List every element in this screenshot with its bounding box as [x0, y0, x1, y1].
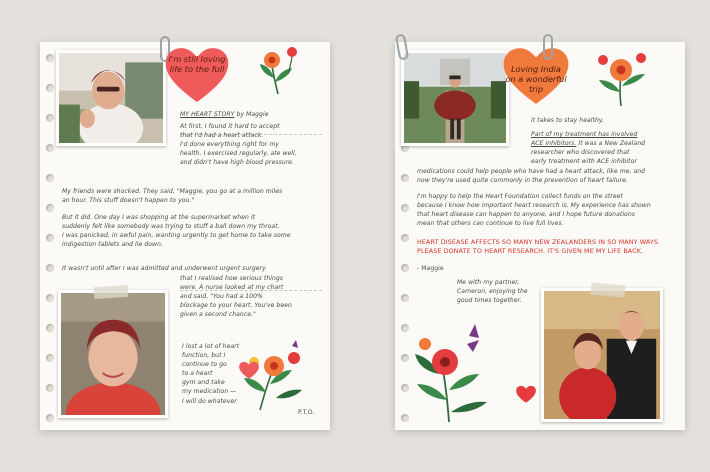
text-line: my medication — — [182, 388, 237, 396]
text-line: PLEASE DONATE TO HEART RESEARCH. IT'S GIVEN ME MY LIFE BACK. — [417, 247, 644, 256]
text-line: mean that others can continue to live full lives. — [417, 220, 564, 228]
text-line: medications could help people who have had a heart attack, like me, and — [417, 168, 646, 175]
text-line: My friends were shocked. They said, "Maggie, you go at a million miles — [62, 188, 283, 195]
text-line: continue to go — [182, 361, 227, 369]
paragraph-nurse — [180, 274, 330, 319]
letter-page-left — [40, 42, 330, 430]
photo-maggie-portrait — [58, 290, 168, 418]
text-line: early treatment with ACE inhibitor — [531, 158, 637, 166]
paragraph-medications — [417, 167, 683, 185]
donation-appeal — [417, 238, 683, 256]
paper-clip — [395, 33, 409, 60]
tape-strip — [94, 285, 129, 299]
story-heading — [180, 110, 330, 119]
text-line: were. A nurse looked at my chart — [180, 284, 284, 292]
text-line: I will do whatever — [182, 397, 237, 405]
heart-caption: Loving India on a wonderful trip — [505, 64, 567, 94]
story-title: MY HEART STORY — [180, 111, 235, 118]
text-line: Part of my treatment has involved — [531, 131, 638, 138]
text-line: to a heart — [182, 370, 213, 378]
lead-line: it takes to stay healthy. — [531, 117, 605, 124]
photo-india-trip — [401, 50, 509, 146]
paragraph-friends — [62, 187, 330, 205]
paragraph-surgery-lead: It wasn't until after I was admitted and underwent urgent surgery — [62, 265, 266, 272]
text-line: good times together. — [457, 297, 522, 305]
intro-paragraph — [180, 122, 330, 167]
heart-icon — [515, 384, 537, 404]
paragraph-ace — [531, 130, 681, 166]
signoff: - Maggie — [417, 265, 444, 272]
text-line: Me with my partner, — [457, 279, 520, 286]
text-line: ACE inhibitors. — [531, 140, 577, 148]
flower-illustration — [248, 44, 304, 96]
paragraph-heart-foundation — [417, 192, 683, 228]
text-line: and didn't have high blood pressure. — [180, 159, 294, 167]
photo-maggie-garden — [56, 50, 166, 146]
story-byline: by Maggie — [234, 111, 269, 118]
paragraph-supermarket — [62, 213, 330, 249]
text-line: because I know how important heart research is. My experience has shown — [417, 202, 651, 210]
heart-sticker — [162, 44, 232, 104]
text-line: an hour. This stuff doesn't happen to you." — [62, 197, 195, 205]
text-line: Cameron, enjoying the — [457, 288, 528, 296]
text-line: indigestion tablets and lie down. — [62, 241, 163, 249]
text-line: health. I exercised regularly, ate well, — [180, 150, 297, 158]
text-line: that I'd had a heart attack. — [180, 132, 264, 140]
text-line: I was panicked, in awful pain, wanting urgently to get home to take some — [62, 232, 291, 240]
flower-bouquet-illustration — [409, 314, 493, 424]
text-line: and said, "You had a 100% — [180, 293, 263, 301]
text-line: HEART DISEASE AFFECTS SO MANY NEW ZEALANDERS IN SO MANY WAYS. — [417, 238, 661, 246]
photo-maggie-cameron — [541, 288, 663, 422]
heart-icon — [238, 360, 260, 380]
paper-clip — [543, 34, 553, 60]
text-line: I lost a lot of heart — [182, 343, 240, 350]
text-line: I'm happy to help the Heart Foundation collect funds on the street — [417, 193, 623, 200]
text-line: researcher who discovered that — [531, 149, 630, 157]
text-line: now they're used quite commonly in the prevention of heart failure. — [417, 177, 628, 185]
binder-holes — [46, 54, 56, 420]
text-line: given a second chance." — [180, 311, 256, 319]
pto-label: P.T.O. — [298, 409, 315, 416]
letter-page-right — [395, 42, 685, 430]
text-line: that I realised how serious things — [180, 275, 284, 282]
text-line: I'd done everything right for my — [180, 141, 279, 149]
text-line: It was a New Zealand — [576, 140, 646, 148]
flower-illustration — [591, 46, 653, 108]
text-line: blockage to your heart. You've been — [180, 302, 292, 310]
text-line: function, but I — [182, 352, 226, 360]
text-line: But it did. One day I was shopping at the supermarket when it — [62, 214, 256, 221]
text-line: gym and take — [182, 379, 225, 387]
heart-caption: I'm still loving life to the full — [168, 54, 226, 74]
text-line: At first, I found it hard to accept — [180, 123, 280, 130]
text-line: suddenly felt like somebody was trying to stuff a ball down my throat. — [62, 223, 280, 231]
text-line: that heart disease can happen to anyone, and I hope future donations — [417, 211, 635, 219]
